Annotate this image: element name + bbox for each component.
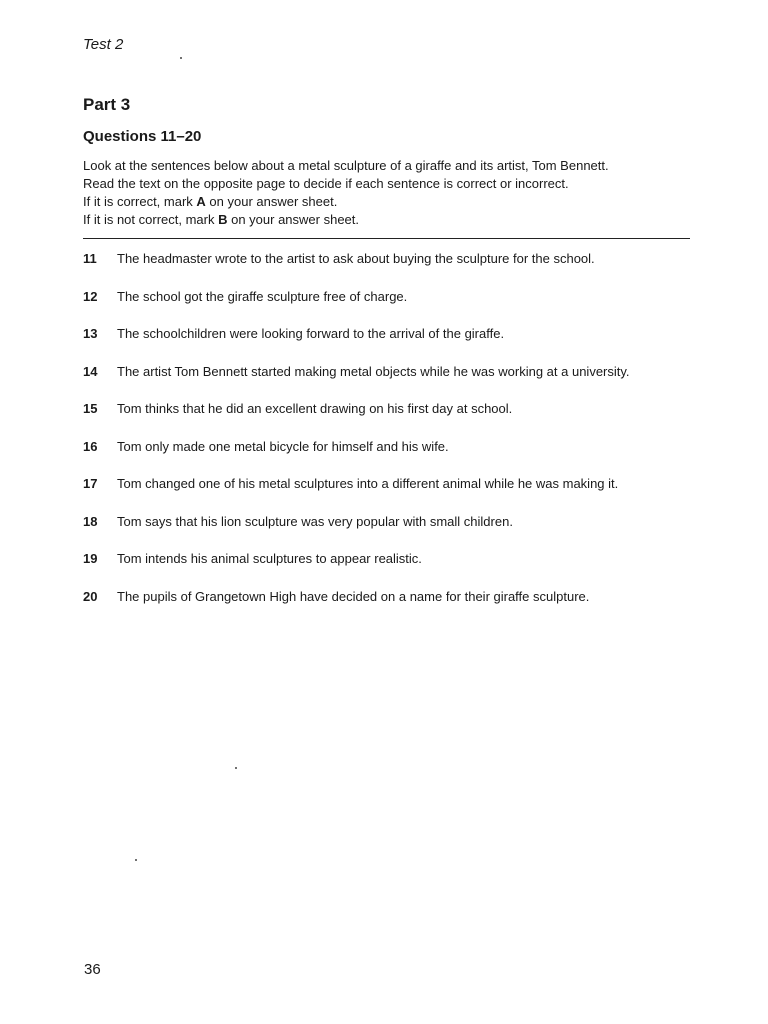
instruction-text: If it is not correct, mark: [83, 212, 219, 227]
question-item: [83, 401, 693, 439]
question-number: 14: [83, 363, 98, 379]
test-label: Test 2: [83, 36, 124, 53]
question-text: Tom intends his animal sculptures to appear realistic.: [117, 551, 422, 566]
instruction-text: on your answer sheet.: [205, 194, 338, 209]
question-item: [83, 364, 693, 402]
section-divider: [83, 238, 690, 239]
questions-heading: Questions 11–20: [83, 128, 202, 145]
question-number: 13: [83, 326, 98, 341]
question-number: 12: [83, 288, 98, 304]
question-number: 18: [83, 513, 98, 529]
instruction-line: [83, 193, 609, 211]
question-item: [83, 476, 693, 514]
question-item: [83, 251, 693, 289]
answer-mark-a: A: [196, 194, 206, 209]
question-item: [83, 289, 693, 327]
question-text: Tom only made one metal bicycle for himself and his wife.: [117, 438, 449, 454]
question-item: [83, 439, 693, 477]
instruction-line: [83, 211, 609, 229]
question-text: The school got the giraffe sculpture free of charge.: [117, 288, 408, 304]
question-text: Tom thinks that he did an excellent drawing on his first day at school.: [117, 401, 513, 416]
question-text: The schoolchildren were looking forward to the arrival of the giraffe.: [117, 326, 505, 341]
question-item: [83, 514, 693, 552]
question-number: 15: [83, 401, 98, 416]
scan-speck: [180, 57, 182, 59]
answer-mark-b: B: [218, 212, 228, 227]
question-text: Tom says that his lion sculpture was very popular with small children.: [117, 513, 513, 529]
instruction-line: Look at the sentences below about a metal sculpture of a giraffe and its artist, Tom Bennett.: [83, 158, 609, 173]
instruction-line: Read the text on the opposite page to decide if each sentence is correct or incorrect.: [83, 176, 569, 191]
scan-speck: [235, 767, 237, 769]
question-text: Tom changed one of his metal sculptures into a different animal while he was making it.: [117, 476, 619, 491]
question-number: 17: [83, 476, 98, 491]
question-text: The pupils of Grangetown High have decided on a name for their giraffe sculpture.: [117, 588, 590, 604]
question-number: 19: [83, 551, 98, 566]
question-item: [83, 551, 693, 589]
instruction-text: If it is correct, mark: [83, 194, 197, 209]
instruction-text: on your answer sheet.: [227, 212, 360, 227]
question-text: The headmaster wrote to the artist to ask about buying the sculpture for the school.: [117, 251, 595, 266]
part-title: Part 3: [83, 95, 131, 114]
instructions: [83, 157, 609, 229]
question-number: 11: [83, 251, 97, 266]
question-item: [83, 589, 693, 627]
question-list: [83, 251, 693, 626]
question-text: The artist Tom Bennett started making metal objects while he was working at a university.: [117, 363, 630, 379]
question-number: 16: [83, 438, 98, 454]
question-number: 20: [83, 588, 98, 604]
page-number: 36: [84, 961, 101, 978]
scan-speck: [135, 859, 137, 861]
question-item: [83, 326, 693, 364]
